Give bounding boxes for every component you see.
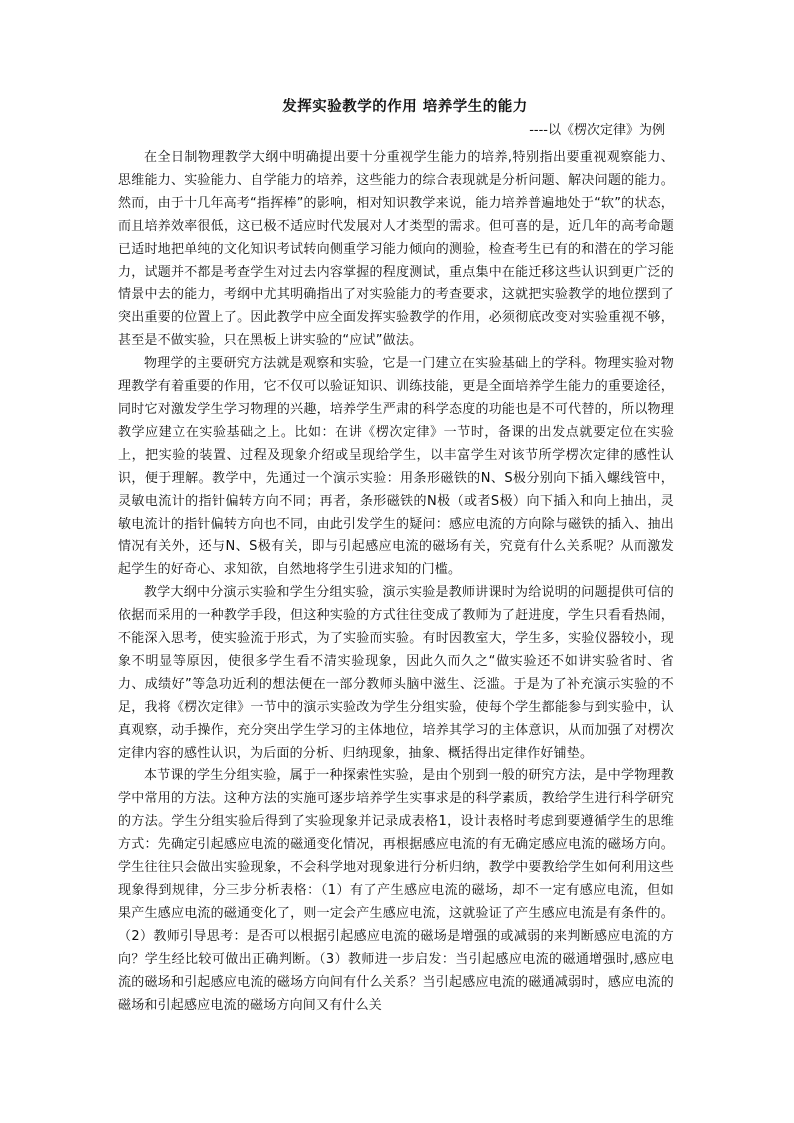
paragraph-3: 教学大纲中分演示实验和学生分组实验，演示实验是教师讲课时为给说明的问题提供可信的依据而采用的一种教学手段，但这种实验的方式往往变成了教师为了赶进度，学生只看看热闹，不能深入思考，使实验流于形式，为了实验而实验。有时因教室大，学生多，实验仪器较小，现象不明显等原因，使很多学生看不清实验现象，因此久而久之“做实验还不如讲实验省时、省力、成绩好”等急功近利的想法便在一部分教师头脑中滋生、泛滥。于是为了补充演示实验的不足，我将《楞次定律》一节中的演示实验改为学生分组实验，使每个学生都能参与到实验中，认真观察，动手操作，充分突出学生学习的主体地位，培养其学习的主体意识，从而加强了对楞次定律内容的感性认识，为后面的分析、归纳现象，抽象、概括得出定律作好铺垫。 bbox=[118, 585, 674, 761]
paragraph-1: 在全日制物理教学大纲中明确提出要十分重视学生能力的培养,特别指出要重视观察能力、思维能力、实验能力、自学能力的培养，这些能力的综合表现就是分析问题、解决问题的能力。然而，由于十几年高考“指挥棒”的影响，相对知识教学来说，能力培养普遍地处于“软”的状态，而且培养效率很低，这已极不适应时代发展对人才类型的需求。但可喜的是，近几年的高考命题已适时地把单纯的文化知识考试转向侧重学习能力倾向的测验，检查考生已有的和潜在的学习能力，试题并不都是考查学生对过去内容掌握的程度测试，重点集中在能迁移这些认识到更广泛的情景中去的能力，考纲中尤其明确指出了对实验能力的考查要求，这就把实验教学的地位摆到了突出重要的位置上了。因此教学中应全面发挥实验教学的作用，必须彻底改变对实验重视不够，甚至是不做实验，只在黑板上讲实验的“应试”做法。 bbox=[118, 150, 674, 349]
document-title: 发挥实验教学的作用 培养学生的能力 bbox=[282, 98, 528, 115]
paragraph-4: 本节课的学生分组实验，属于一种探索性实验，是由个别到一般的研究方法，是中学物理教学中常用的方法。这种方法的实施可逐步培养学生实事求是的科学素质，教给学生进行科学研究的方法。学生分组实验后得到了实验现象并记录成表格1，设计表格时考虑到要遵循学生的思维方式：先确定引起感应电流的磁通变化情况，再根据感应电流的有无确定感应电流的磁场方向。学生往往只会做出实验现象，不会科学地对现象进行分析归纳，教学中要教给学生如何利用这些现象得到规律，分三步分析表格：（1）有了产生感应电流的磁场，却不一定有感应电流，但如果产生感应电流的磁通变化了，则一定会产生感应电流，这就验证了产生感应电流是有条件的。（2）教师引导思考：是否可以根据引起感应电流的磁场是增强的或减弱的来判断感应电流的方向？学生经比较可做出正确判断。（3）教师进一步启发：当引起感应电流的磁通增强时,感应电流的磁场和引起感应电流的磁场方向间有什么关系？当引起感应电流的磁通减弱时，感应电流的磁场和引起感应电流的磁场方向间又有什么关 bbox=[118, 768, 674, 1013]
document-page bbox=[118, 96, 674, 1017]
document-subtitle: ----以《楞次定律》为例 bbox=[529, 123, 665, 138]
paragraph-2: 物理学的主要研究方法就是观察和实验，它是一门建立在实验基础上的学科。物理实验对物理教学有着重要的作用，它不仅可以验证知识、训练技能，更是全面培养学生能力的重要途径，同时它对激发学生学习物理的兴趣，培养学生严肃的科学态度的功能也是不可代替的，所以物理教学应建立在实验基础之上。比如：在讲《楞次定律》一节时，备课的出发点就要定位在实验上，把实验的装置、过程及现象介绍或呈现给学生，以丰富学生对该节所学楞次定律的感性认识，便于理解。教学中，先通过一个演示实验：用条形磁铁的N、S极分别向下插入螺线管中，灵敏电流计的指针偏转方向不同；再者，条形磁铁的N极（或者S极）向下插入和向上抽出，灵敏电流计的指针偏转方向也不同，由此引发学生的疑问：感应电流的方向除与磁铁的插入、抽出情况有关外，还与N、S极有关，即与引起感应电流的磁场有关，究竟有什么关系呢？从而激发起学生的好奇心、求知欲，自然地将学生引进求知的门槛。 bbox=[118, 356, 674, 578]
